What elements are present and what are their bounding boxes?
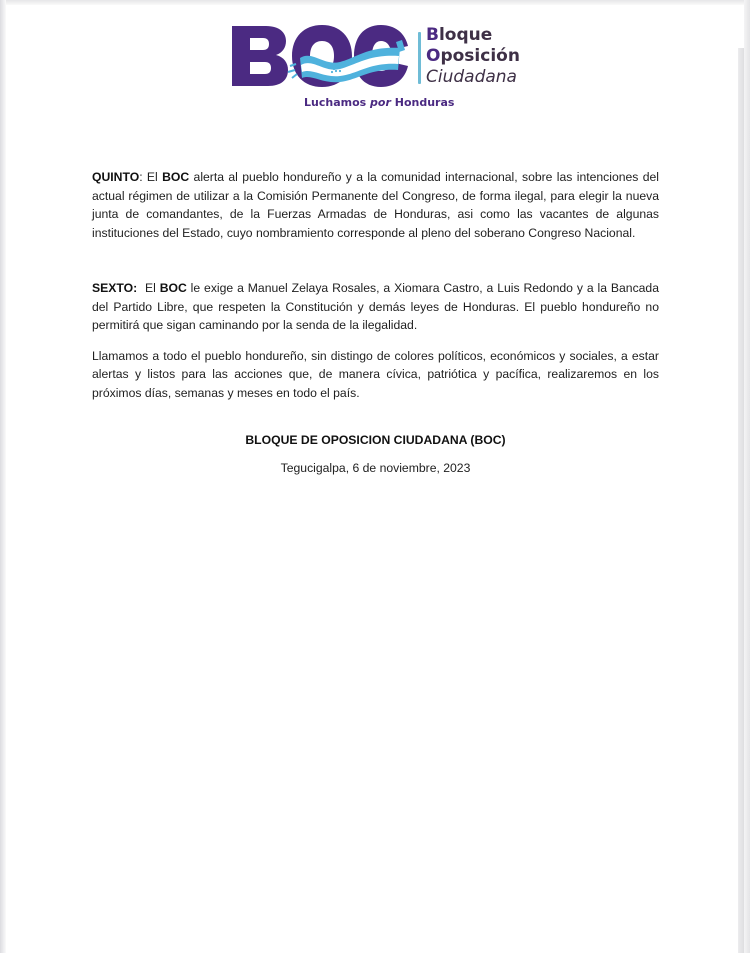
paragraph-quinto: QUINTO: El BOC alerta al pueblo hondureño y a la comunidad internacional, sobre las intenciones del actual régimen de utilizar a la Comisión Permanente del Congreso, de forma ilegal, para elegir la nueva junta de comandantes, de la Fuerzas Armadas de Honduras, asi como las vacantes de algunas instituciones del Estado, cuyo nombramiento corresponde al pleno del soberano Congreso Nacional. bbox=[92, 170, 659, 240]
paragraph-llamamos: Llamamos a todo el pueblo hondureño, sin distingo de colores políticos, económicos y sociales, a estar alertas y listos para las acciones que, de manera cívica, patriótica y pacífica, realizaremos en los próximos días, semanas y meses en todo el país. bbox=[92, 348, 659, 400]
boc-logo-mark-icon bbox=[230, 24, 412, 88]
logo-word-ciudadana: Ciudadana bbox=[426, 67, 517, 87]
logo-word-oposicion: Oposición bbox=[426, 46, 520, 66]
boc-emphasis: BOC bbox=[159, 281, 187, 295]
logo-wordmark bbox=[426, 25, 520, 88]
label-sexto: SEXTO: bbox=[92, 281, 138, 295]
paragraph-sexto: SEXTO: El BOC le exige a Manuel Zelaya Rosales, a Xiomara Castro, a Luis Redondo y a la Bancada del Partido Libre, que respeten la Constitución y demás leyes de Honduras. El pueblo hondureño no permitirá que sigan caminando por la senda de la ilegalidad. bbox=[92, 281, 659, 332]
boc-logo bbox=[230, 22, 530, 114]
document-body bbox=[92, 168, 659, 477]
logo-tagline: Luchamos por Honduras bbox=[304, 96, 455, 109]
logo-divider bbox=[418, 32, 421, 84]
page-edge-top bbox=[6, 0, 746, 5]
page-edge-right bbox=[744, 0, 750, 953]
logo-word-bloque: Bloque bbox=[426, 25, 493, 45]
boc-emphasis: BOC bbox=[162, 170, 190, 184]
place-date: Tegucigalpa, 6 de noviembre, 2023 bbox=[280, 460, 471, 475]
page-edge-shadow bbox=[738, 48, 744, 953]
signature: BLOQUE DE OPOSICION CIUDADANA (BOC) bbox=[245, 433, 506, 447]
label-quinto: QUINTO bbox=[92, 170, 140, 184]
page-edge-left bbox=[0, 0, 6, 953]
